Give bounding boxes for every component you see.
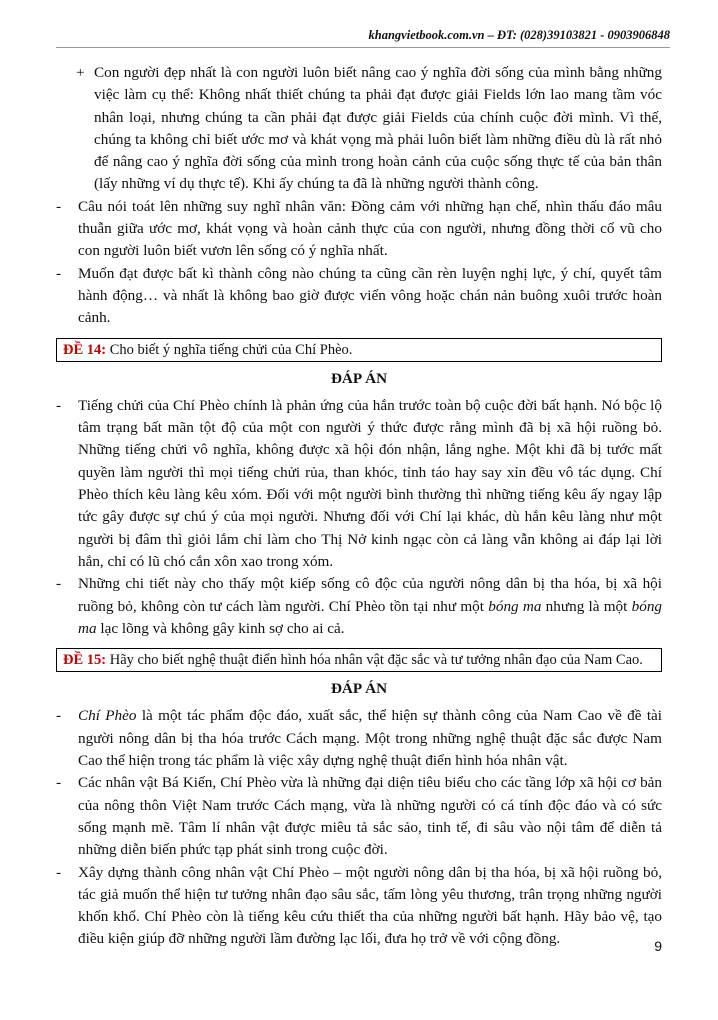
- question-label: ĐỀ 14:: [63, 341, 107, 358]
- dash-item: [56, 862, 662, 951]
- dash-item: [56, 573, 662, 640]
- dash-item: [56, 395, 662, 573]
- page-header: khangvietbook.com.vn – ĐT: (028)39103821 - 0903906848: [368, 28, 670, 42]
- question-text: Cho biết ý nghĩa tiếng chửi của Chí Phèo.: [106, 341, 353, 358]
- header-rule: [56, 47, 670, 48]
- dash-bullet: -: [56, 264, 62, 282]
- dash-bullet: -: [56, 863, 62, 881]
- dash-item-text: Chí Phèo là một tác phẩm độc đáo, xuất sắc, thể hiện sự thành công của Nam Cao về đề tài người nông dân bị tha hóa trước Cách mạng. Một trong những nghệ thuật đặc sắc được Nam Cao thể hiện trong tác phẩm là việc xây dựng nghệ thuật điển hình hóa nhân vật.: [78, 707, 662, 770]
- plus-bullet: +: [76, 64, 85, 81]
- dash-item: [56, 263, 662, 330]
- page-number: 9: [654, 938, 662, 954]
- dash-bullet: -: [56, 396, 62, 414]
- dash-item-text: Muốn đạt được bất kì thành công nào chúng ta cũng cần rèn luyện nghị lực, ý chí, quyết tâm hành động… và nhất là không bao giờ được viển vông hoặc chán nản buông xuôi trước hoàn cảnh.: [78, 264, 662, 327]
- plus-item: [56, 62, 662, 196]
- dash-item: [56, 772, 662, 861]
- dash-bullet: -: [56, 774, 62, 792]
- dash-item-text: Các nhân vật Bá Kiến, Chí Phèo vừa là những đại diện tiêu biểu cho các tầng lớp xã hội cơ bản của nông thôn Việt Nam trước Cách mạng, vừa là những người có cá tính độc đáo và có sức sống mạnh mẽ. Tâm lí nhân vật được miêu tả sắc sảo, tinh tế, đi sâu vào nội tâm để diễn tả những diễn biến phức tạp phát sinh trong cuộc đời.: [78, 774, 662, 859]
- dash-bullet: -: [56, 197, 62, 215]
- dash-item-text: Xây dựng thành công nhân vật Chí Phèo – một người nông dân bị tha hóa, bị xã hội ruồng bỏ, tác giả muốn thể hiện tư tưởng nhân đạo sâu sắc, tấm lòng yêu thương, trân trọng những người khốn khổ. Chí Phèo còn là tiếng kêu cứu thiết tha của những người bất hạnh. Hãy bảo vệ, tạo điều kiện giúp đỡ những người lầm đường lạc lối, đưa họ trở về với cộng đồng.: [78, 863, 662, 948]
- dash-item-text: Tiếng chửi của Chí Phèo chính là phản ứng của hắn trước toàn bộ cuộc đời bất hạnh. Nó bộc lộ tâm trạng bất mãn tột độ của một con người ý thức được rằng mình đã bị xã hội ruồng bỏ. Những tiếng chửi vô nghĩa, không được xã hội đón nhận, lắng nghe. Một khi đã bị tước mất quyền làm người thì mọi tiếng chửi rủa, than khóc, tỉnh táo hay say xỉn đều vô tác dụng. Chí Phèo thích kêu làng kêu xóm. Đối với một người bình thường thì những tiếng kêu ấy ngay lập tức gây được sự chú ý của mọi người. Nhưng đối với Chí lại khác, dù hắn kêu làng như một người bị đâm thì giỏi lắm chỉ làm cho Thị Nở kinh ngạc còn cả làng vẫn không ai đáp lại lời hắn, chỉ có lũ chó cắn xôn xao trong xóm.: [78, 396, 662, 570]
- dash-item: [56, 705, 662, 772]
- dash-bullet: -: [56, 575, 62, 593]
- answer-heading: ĐÁP ÁN: [330, 680, 388, 698]
- question-label: ĐỀ 15:: [63, 652, 107, 669]
- dash-item-text: Những chi tiết này cho thấy một kiếp sống cô độc của người nông dân bị tha hóa, bị xã hội ruồng bỏ, không còn tư cách làm người. Chí Phèo tồn tại như một bóng ma nhưng là một bóng ma lạc lõng và không gây kinh sợ cho ai cả.: [78, 575, 662, 637]
- answer-heading: ĐÁP ÁN: [330, 369, 388, 387]
- question-text: Hãy cho biết nghệ thuật điển hình hóa nhân vật đặc sắc và tư tưởng nhân đạo của Nam Cao.: [106, 652, 643, 669]
- dash-item-text: Câu nói toát lên những suy nghĩ nhân văn: Đồng cảm với những hạn chế, nhìn thấu đáo mâu thuẫn giữa ước mơ, khát vọng và hoàn cảnh thực của con người, nhưng đồng thời cổ vũ cho con người luôn biết vươn lên sống có ý nghĩa nhất.: [78, 197, 662, 260]
- plus-item-text: Con người đẹp nhất là con người luôn biết nâng cao ý nghĩa đời sống của mình bằng những việc làm cụ thể: Không nhất thiết chúng ta phải đạt được giải Fields lớn lao mang tầm vóc nhân loại, nhưng chúng ta cần phải đạt được giải Fields của chính cuộc đời mình. Vì thế, chúng ta không chỉ biết ước mơ và khát vọng mà phải luôn biết làm những điều dù là rất nhỏ để nâng cao ý nghĩa đời sống của mình trong hoàn cảnh của cuộc sống thực tế của bản thân (lấy những ví dụ thực tế). Khi ấy chúng ta đã là những người thành công.: [94, 64, 662, 193]
- question-box-14: [56, 338, 662, 362]
- question-box-15: [56, 648, 662, 672]
- dash-bullet: -: [56, 707, 62, 725]
- dash-item: [56, 196, 662, 263]
- page-content: [56, 62, 662, 951]
